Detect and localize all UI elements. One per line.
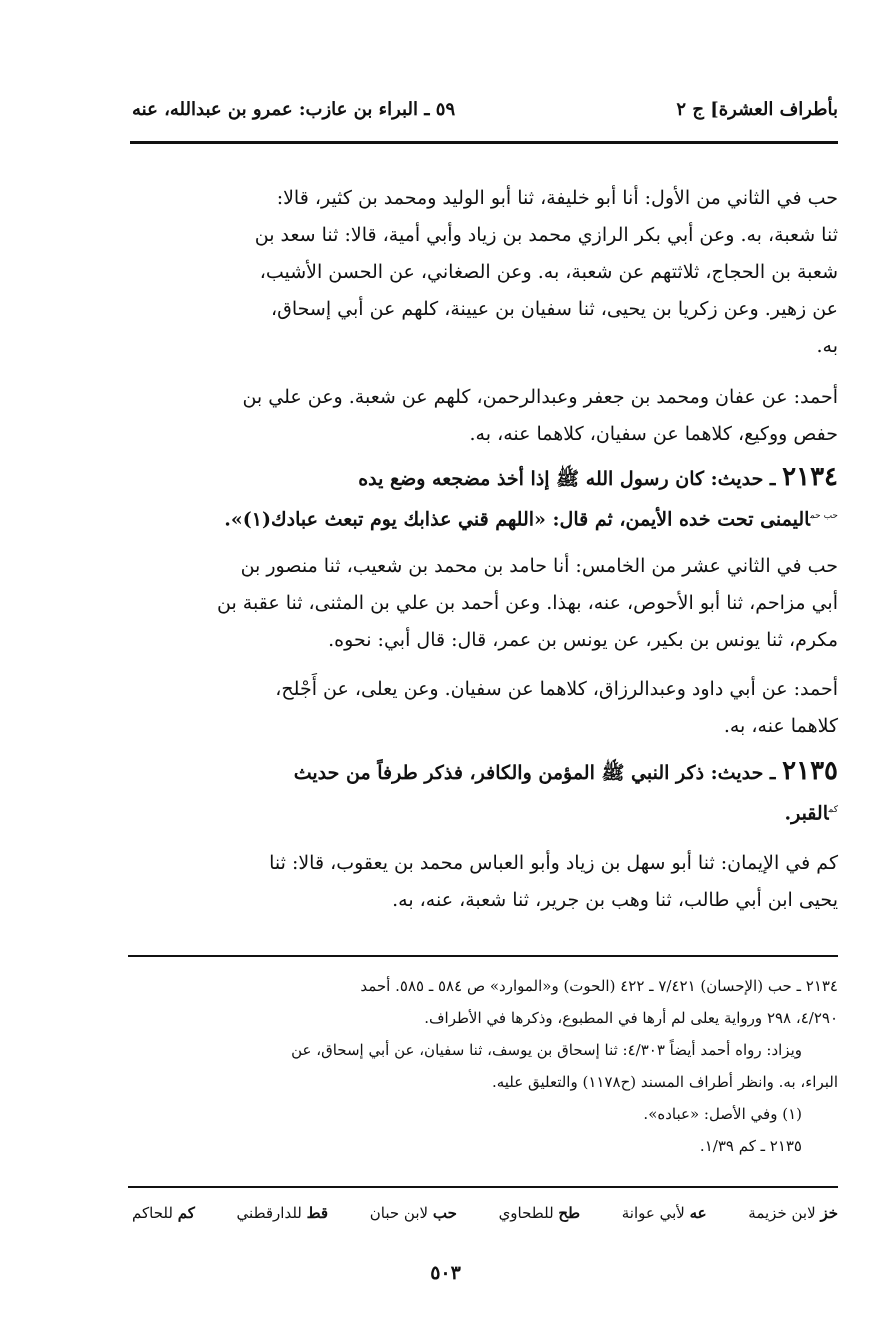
text-line: كم في الإيمان: ثنا أبو سهل بن زياد وأبو العباس محمد بن يعقوب، قالا: ثنا [269,851,838,874]
legend-source-name: لابن خزيمة [748,1204,816,1222]
legend-source-name: للطحاوي [498,1204,554,1222]
page-number: ٥٠٣ [430,1262,461,1284]
commentary-paragraph [132,180,838,365]
footnotes [132,970,838,1162]
line-text: ـ حديث: كان رسول الله ﷺ إذا أخذ مضجعه وضع يده [358,468,776,490]
running-header [132,96,838,122]
legend-item [132,1204,195,1222]
legend-item [499,1204,580,1222]
legend-source-name: للدارقطني [236,1204,302,1222]
legend-item [622,1204,707,1222]
text-line: يحيى ابن أبي طالب، ثنا وهب بن جرير، ثنا شعبة، عنه، به. [392,888,838,911]
text-line: أحمد: عن أبي داود وعبدالرزاق، كلاهما عن سفيان. وعن يعلى، عن أَجْلح، [275,678,838,701]
commentary-paragraph [132,379,838,453]
text-line [132,498,838,538]
sigla-marker: حب حم [809,511,838,521]
text-line [132,753,838,792]
sigla-marker: كم [828,805,838,816]
header-book-title: بأطراف العشرة] ج ٢ [676,98,838,120]
legend-source-name: للحاكم [132,1204,173,1222]
footnote-line: ويزاد: رواه أحمد أيضاً ٤/٣٠٣: ثنا إسحاق بن يوسف، ثنا سفيان، عن أبي إسحاق، عن [291,1041,802,1059]
footnote-rule [128,955,838,957]
legend-item [748,1204,838,1222]
legend-abbreviation: قط [306,1204,329,1222]
text-line: حفص ووكيع، كلاهما عن سفيان، كلاهما عنه، به. [469,423,838,445]
legend-abbreviation: طح [558,1204,581,1222]
line-text: اليمنى تحت خده الأيمن، ثم قال: «اللهم قني عذابك يوم تبعث عبادك(١)». [224,508,810,531]
text-line: حب في الثاني عشر من الخامس: أنا حامد بن محمد بن شعيب، ثنا منصور بن [240,555,838,578]
text-line: أحمد: عن عفان ومحمد بن جعفر وعبدالرحمن، كلهم عن شعبة. وعن علي بن [242,386,838,408]
line-text: ـ حديث: ذكر النبي ﷺ المؤمن والكافر، فذكر طرفاً من حديث [293,762,776,785]
text-line: أبي مزاحم، ثنا أبو الأحوص، عنه، بهذا. وعن أحمد بن علي بن المثنى، ثنا عقبة بن [217,592,838,615]
text-line: شعبة بن الحجاج، ثلاثتهم عن شعبة، به. وعن الصغاني، عن الحسن الأشيب، [259,261,838,283]
text-line [132,792,838,832]
legend-source-name: لابن حبان [369,1204,429,1222]
text-line: حب في الثاني من الأول: أنا أبو خليفة، ثنا أبو الوليد ومحمد بن كثير، قالا: [276,187,838,209]
legend-item [237,1204,329,1222]
legend-abbreviation: خز [820,1204,838,1222]
footnote-line: ٢١٣٥ ـ كم ١/٣٩. [699,1137,802,1155]
legend-abbreviation: عه [689,1204,707,1222]
text-line: به. [816,335,838,357]
header-chapter-title: ٥٩ ـ البراء بن عازب: عمرو بن عبدالله، عنه [132,98,456,120]
footnote-line: (١) وفي الأصل: «عباده». [643,1105,802,1123]
main-text [132,180,838,919]
hadith-block [132,459,838,538]
line-text: القبر. [784,802,829,825]
abbreviation-legend [132,1204,838,1222]
footnote-line: البراء، به. وانظر أطراف المسند (ح١١٧٨) والتعليق عليه. [491,1073,838,1091]
hadith-number: ٢١٣٤ [782,462,838,492]
text-line: عن زهير. وعن زكريا بن يحيى، ثنا سفيان بن عيينة، كلهم عن أبي إسحاق، [270,298,838,320]
hadith-number: ٢١٣٥ [782,756,838,787]
text-line: مكرم، ثنا يونس بن بكير، عن يونس بن عمر، قال: قال أبي: نحوه. [328,629,838,652]
header-rule [130,141,838,144]
footnote-line: ٤/٢٩٠، ٢٩٨ ورواية يعلى لم أرها في المطبوع، وذكرها في الأطراف. [424,1009,838,1027]
commentary-paragraph [132,845,838,919]
commentary-paragraph [132,548,838,659]
legend-rule [128,1186,838,1188]
legend-abbreviation: حب [432,1204,457,1222]
footnote-line: ٢١٣٤ ـ حب (الإحسان) ٧/٤٢١ ـ ٤٢٢ (الحوت) و«الموارد» ص ٥٨٤ ـ ٥٨٥. أحمد [360,977,838,995]
text-line [132,459,838,498]
text-line: ثنا شعبة، به. وعن أبي بكر الرازي محمد بن زياد وأبي أمية، قالا: ثنا سعد بن [254,224,838,246]
commentary-paragraph [132,671,838,745]
hadith-block [132,753,838,832]
text-line: كلاهما عنه، به. [723,715,838,738]
legend-abbreviation: كم [177,1204,195,1222]
legend-source-name: لأبي عوانة [621,1204,685,1222]
legend-item [370,1204,457,1222]
